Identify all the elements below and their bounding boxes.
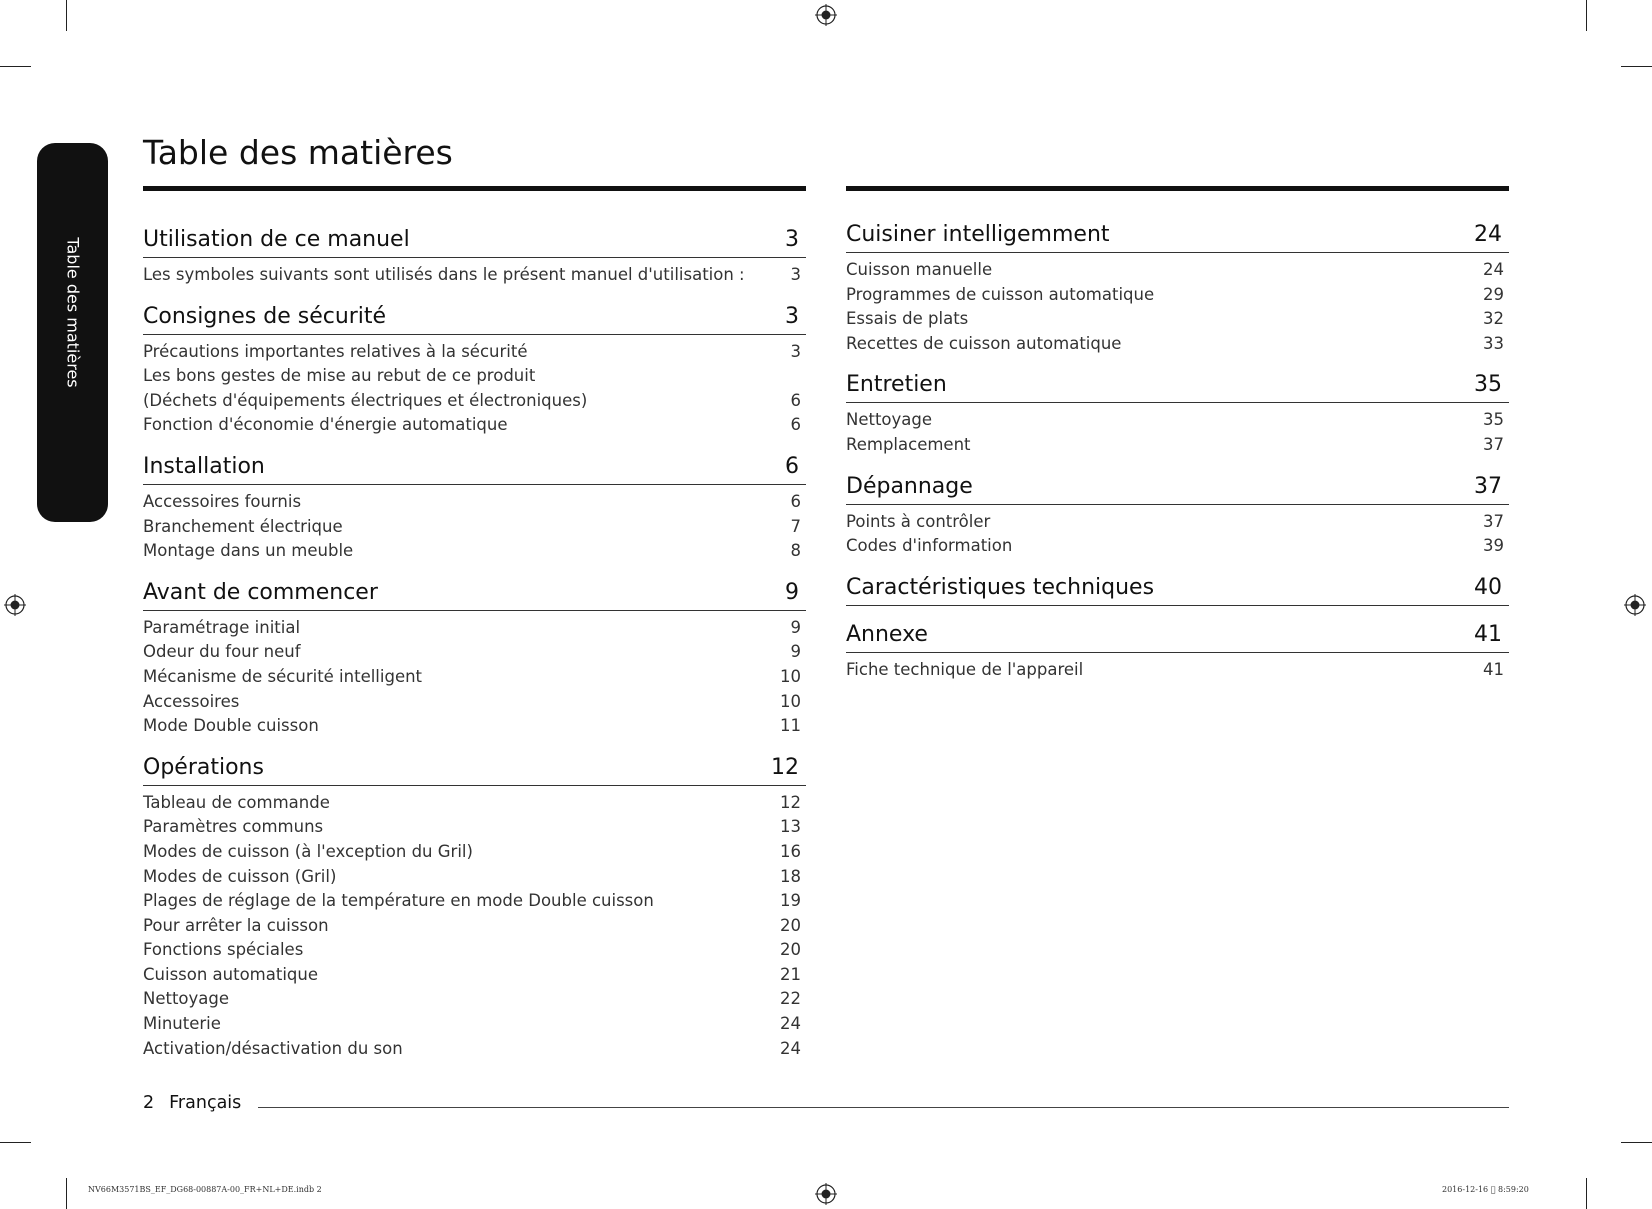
toc-entry[interactable] — [846, 658, 1509, 683]
toc-entry[interactable] — [143, 938, 806, 963]
toc-section-page: 12 — [771, 754, 799, 780]
toc-section — [143, 227, 806, 288]
footer-rule — [258, 1107, 1509, 1108]
toc-entry-page: 8 — [790, 541, 801, 561]
toc-entry-title: Essais de plats — [846, 309, 969, 329]
toc-section-heading[interactable] — [846, 575, 1509, 606]
toc-entry[interactable] — [846, 510, 1509, 535]
toc-entry[interactable] — [846, 283, 1509, 308]
toc-section-title: Utilisation de ce manuel — [143, 227, 410, 252]
toc-section-title: Caractéristiques techniques — [846, 574, 1155, 600]
toc-entry[interactable] — [143, 539, 806, 564]
toc-entry-page: 13 — [780, 817, 801, 837]
toc-section-page: 41 — [1474, 621, 1502, 647]
toc-entry[interactable] — [143, 616, 806, 641]
toc-entry-page: 24 — [1483, 260, 1504, 279]
toc-entry-title: Cuisson automatique — [143, 964, 319, 984]
toc-right-column — [846, 222, 1509, 682]
toc-entry-page: 11 — [780, 716, 801, 736]
toc-entry-page: 32 — [1483, 309, 1504, 329]
crop-mark — [66, 1178, 67, 1209]
toc-entry-title: Recettes de cuisson automatique — [846, 333, 1122, 353]
toc-section-title: Entretien — [846, 372, 947, 398]
toc-entry[interactable] — [846, 408, 1509, 433]
toc-section-page: 3 — [785, 303, 799, 329]
toc-entry-page: 12 — [780, 792, 801, 812]
toc-entry-title: Branchement électrique — [143, 516, 343, 536]
toc-entry-title: Remplacement — [846, 434, 971, 454]
toc-entry[interactable] — [143, 1012, 806, 1037]
toc-section-heading[interactable] — [143, 580, 806, 611]
toc-section-heading[interactable] — [846, 372, 1509, 403]
toc-section-heading[interactable] — [846, 622, 1509, 653]
toc-section — [846, 575, 1509, 606]
toc-entry-title: Pour arrêter la cuisson — [143, 915, 329, 935]
toc-entry[interactable] — [143, 714, 806, 739]
toc-section-heading[interactable] — [143, 304, 806, 335]
crop-mark — [1621, 66, 1652, 67]
toc-section-title: Installation — [143, 453, 265, 479]
toc-section — [143, 755, 806, 1062]
toc-section-page: 24 — [1474, 222, 1502, 247]
toc-entry-page: 20 — [780, 940, 801, 960]
toc-entry-title: Nettoyage — [846, 410, 933, 430]
toc-entry-title: Fonctions spéciales — [143, 940, 304, 960]
toc-section-heading[interactable] — [846, 222, 1509, 253]
toc-entry[interactable] — [846, 258, 1509, 283]
toc-entry[interactable] — [143, 791, 806, 816]
registration-mark-icon — [1624, 594, 1646, 616]
toc-section — [846, 222, 1509, 356]
toc-section-title: Cuisiner intelligemment — [846, 222, 1110, 247]
toc-entry[interactable] — [143, 815, 806, 840]
crop-mark — [0, 1142, 31, 1143]
toc-entry-title: Minuterie — [143, 1014, 221, 1034]
crop-mark — [0, 66, 31, 67]
registration-mark-icon — [815, 4, 837, 26]
toc-section-title: Opérations — [143, 754, 264, 780]
toc-section-page: 37 — [1474, 473, 1502, 499]
toc-entry[interactable] — [143, 515, 806, 540]
registration-mark-icon — [4, 594, 26, 616]
page-footer — [143, 1093, 241, 1113]
toc-entry-title: Points à contrôler — [846, 511, 991, 531]
toc-section-page: 3 — [785, 227, 799, 252]
crop-mark — [1586, 1178, 1587, 1209]
toc-entry-page: 37 — [1483, 434, 1504, 454]
toc-section-title: Consignes de sécurité — [143, 303, 387, 329]
toc-entry-title: Nettoyage — [143, 989, 230, 1009]
footer-language: Français — [169, 1093, 242, 1113]
toc-entry-title: Codes d'information — [846, 536, 1013, 556]
toc-entry-page: 19 — [780, 891, 801, 911]
toc-entry[interactable] — [143, 889, 806, 914]
toc-entry-page: 37 — [1483, 511, 1504, 531]
toc-entry[interactable] — [143, 914, 806, 939]
toc-section-page: 6 — [785, 453, 799, 479]
toc-entry[interactable] — [143, 490, 806, 515]
toc-section-heading[interactable] — [143, 755, 806, 786]
toc-entry-page: 10 — [780, 666, 801, 686]
toc-entry-page: 6 — [790, 491, 801, 511]
toc-entry-page: 41 — [1483, 659, 1504, 679]
toc-entry-title: Mécanisme de sécurité intelligent — [143, 666, 423, 686]
toc-entry-title: Les symboles suivants sont utilisés dans le présent manuel d'utilisation : — [143, 265, 745, 284]
toc-section-title: Dépannage — [846, 473, 973, 499]
toc-entry-title: Plages de réglage de la température en mode Double cuisson — [143, 891, 654, 911]
toc-entry-title: Fiche technique de l'appareil — [846, 659, 1084, 679]
toc-section — [143, 580, 806, 739]
toc-entry-title: Mode Double cuisson — [143, 716, 319, 736]
toc-entry[interactable] — [846, 307, 1509, 332]
toc-entry-page: 22 — [780, 989, 801, 1009]
toc-entry[interactable] — [143, 963, 806, 988]
toc-entry[interactable] — [143, 865, 806, 890]
toc-section-page: 40 — [1474, 574, 1502, 600]
toc-entry-page: 3 — [790, 341, 801, 361]
toc-section — [143, 454, 806, 564]
page-title: Table des matières — [143, 133, 453, 172]
title-rule-left — [143, 186, 806, 191]
toc-entry-page: 39 — [1483, 536, 1504, 556]
toc-entry[interactable] — [143, 364, 806, 413]
toc-entry-page: 20 — [780, 915, 801, 935]
toc-entry-title: Tableau de commande — [143, 792, 330, 812]
toc-section — [143, 304, 806, 438]
toc-entry-page: 9 — [790, 617, 801, 637]
toc-entry-page: 6 — [790, 415, 801, 435]
toc-entry[interactable] — [143, 1037, 806, 1062]
toc-section-heading[interactable] — [143, 454, 806, 485]
toc-entry-page: 24 — [780, 1038, 801, 1058]
toc-section — [846, 622, 1509, 683]
toc-section-page: 35 — [1474, 372, 1502, 398]
toc-entry-page: 6 — [790, 390, 801, 410]
toc-entry-title: Paramétrage initial — [143, 617, 301, 637]
toc-entry[interactable] — [143, 263, 806, 288]
toc-entry-page: 16 — [780, 841, 801, 861]
title-rule-right — [846, 186, 1509, 191]
toc-entry-title: Paramètres communs — [143, 817, 324, 837]
toc-entry[interactable] — [846, 534, 1509, 559]
toc-entry[interactable] — [143, 413, 806, 438]
toc-entry-title: Les bons gestes de mise au rebut de ce produit (Déchets d'équipements électriques et électroniques) — [143, 366, 588, 410]
toc-entry-title: Accessoires fournis — [143, 491, 302, 511]
toc-entry-title: Odeur du four neuf — [143, 642, 301, 662]
side-tab-label: Table des matières — [63, 237, 82, 388]
toc-section — [846, 474, 1509, 559]
toc-section-page: 9 — [785, 579, 799, 605]
toc-entry-page: 33 — [1483, 333, 1504, 353]
toc-entry-title: Accessoires — [143, 691, 240, 711]
crop-mark — [1621, 1142, 1652, 1143]
crop-mark — [66, 0, 67, 31]
toc-section-heading[interactable] — [143, 227, 806, 258]
toc-entry-title: Montage dans un meuble — [143, 541, 354, 561]
toc-entry-page: 24 — [780, 1014, 801, 1034]
toc-entry-title: Fonction d'économie d'énergie automatique — [143, 415, 508, 435]
toc-entry-title: Modes de cuisson (Gril) — [143, 866, 337, 886]
print-file-info: NV66M3571BS_EF_DG68-00887A-00_FR+NL+DE.indb 2 — [88, 1185, 322, 1194]
toc-entry-title: Modes de cuisson (à l'exception du Gril) — [143, 841, 473, 861]
toc-entry[interactable] — [143, 840, 806, 865]
toc-entry-page: 7 — [790, 516, 801, 536]
toc-entry-title: Activation/désactivation du son — [143, 1038, 403, 1058]
toc-entry[interactable] — [846, 332, 1509, 357]
page-number: 2 — [143, 1093, 155, 1113]
toc-entry[interactable] — [143, 640, 806, 665]
toc-entry-page: 3 — [790, 265, 801, 284]
toc-entry-page: 21 — [780, 964, 801, 984]
toc-entry-title: Programmes de cuisson automatique — [846, 284, 1155, 304]
print-date-info: 2016-12-16   8:59:20 — [1442, 1185, 1529, 1194]
toc-entry[interactable] — [143, 665, 806, 690]
toc-entry-page: 29 — [1483, 284, 1504, 304]
side-tab — [37, 143, 108, 522]
registration-mark-icon — [815, 1183, 837, 1205]
toc-section-title: Avant de commencer — [143, 579, 378, 605]
toc-entry[interactable] — [143, 987, 806, 1012]
toc-entry-title: Cuisson manuelle — [846, 260, 993, 279]
toc-entry[interactable] — [143, 340, 806, 365]
crop-mark — [1586, 0, 1587, 31]
toc-left-column — [143, 227, 806, 1061]
toc-entry[interactable] — [846, 433, 1509, 458]
toc-section-heading[interactable] — [846, 474, 1509, 505]
toc-entry-title: Précautions importantes relatives à la sécurité — [143, 341, 528, 361]
toc-section — [846, 372, 1509, 457]
toc-section-title: Annexe — [846, 621, 928, 647]
toc-entry-page: 9 — [790, 642, 801, 662]
toc-entry[interactable] — [143, 690, 806, 715]
toc-entry-page: 18 — [780, 866, 801, 886]
toc-entry-page: 10 — [780, 691, 801, 711]
toc-entry-page: 35 — [1483, 410, 1504, 430]
